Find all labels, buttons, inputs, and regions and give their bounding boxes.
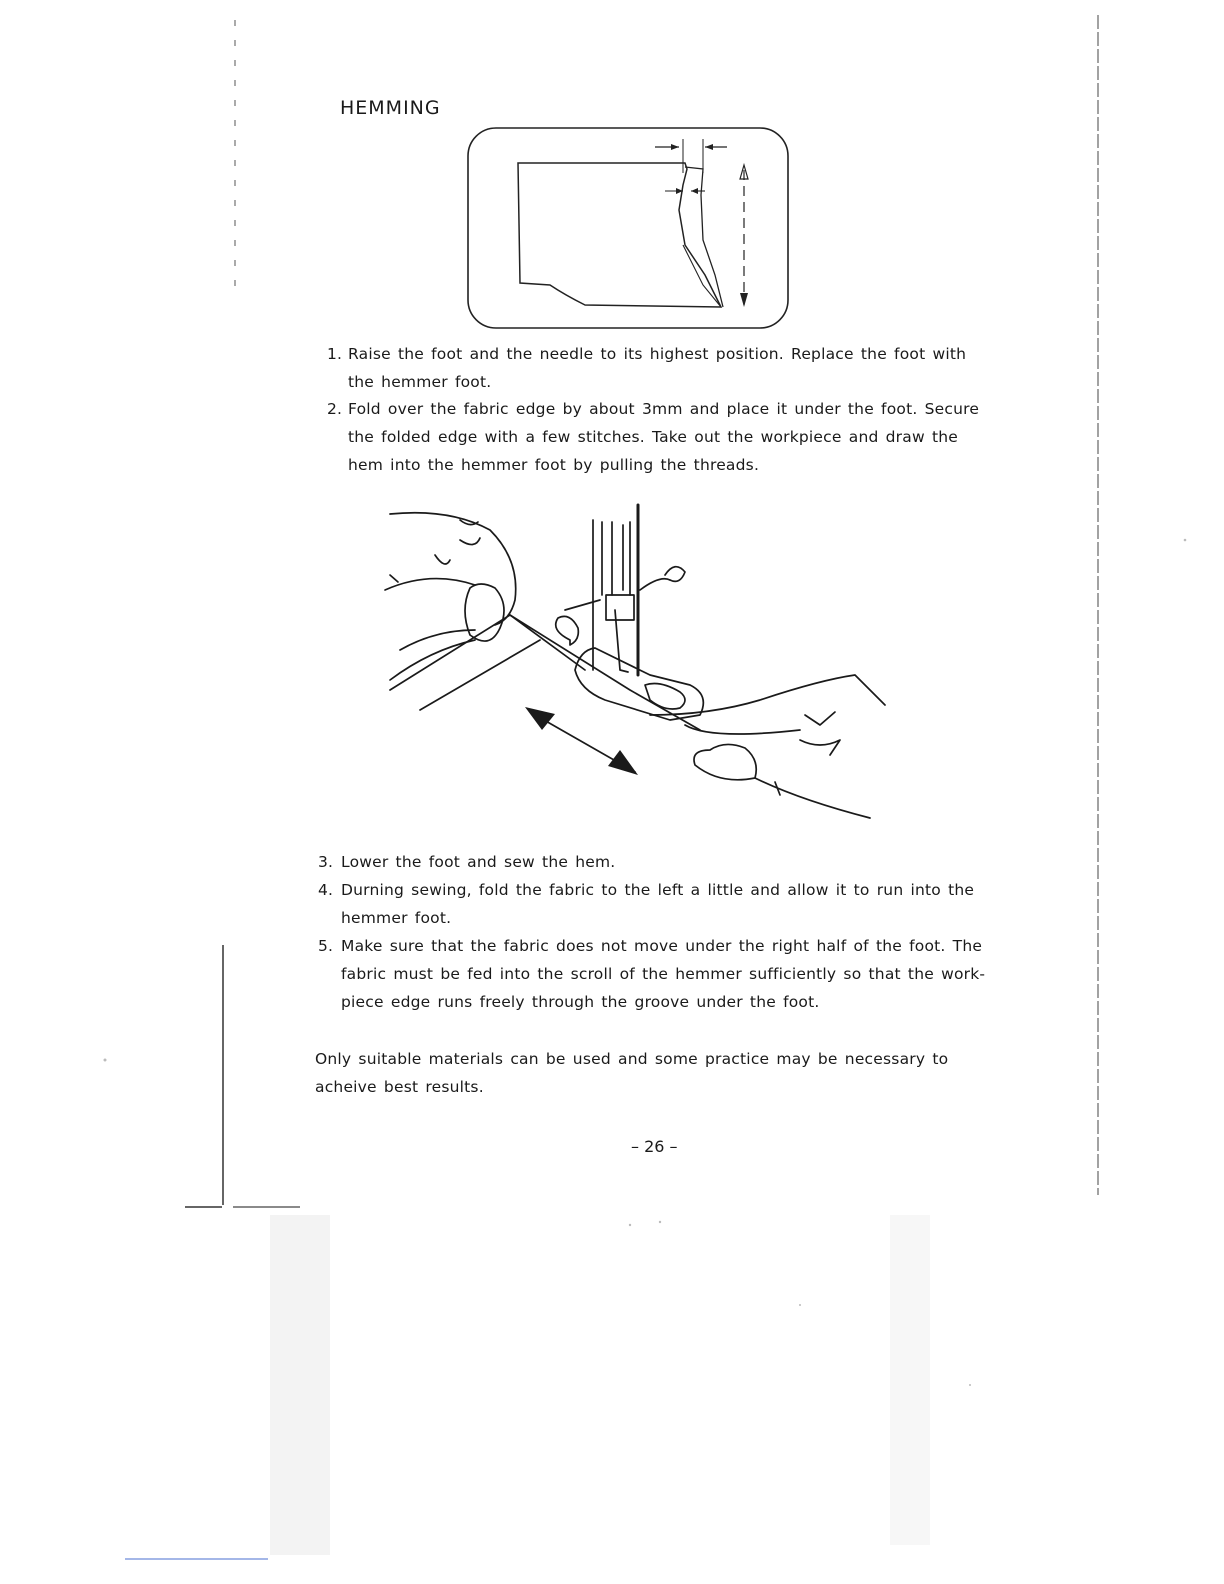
step-2-text: Fold over the fabric edge by about 3mm and place it under the foot. Secure the folded edge with a few stitches. Take out the workpiece and draw the hem into the hemmer foot by pulling the threads. [348,400,980,474]
step-3-number: 3. [318,853,334,871]
step-4-text: Durning sewing, fold the fabric to the left a little and allow it to run into the hemmer foot. [341,881,975,927]
page-title: HEMMING [340,96,441,119]
step-1-number: 1. [327,345,343,363]
step-1-text: Raise the foot and the needle to its highest position. Replace the foot with the hemmer foot. [348,345,967,391]
step-5-text: Make sure that the fabric does not move under the right half of the foot. The fabric must be fed into the scroll of the hemmer sufficiently so that the work-piece edge runs freely through the groove under the foot. [341,937,986,1011]
step-5-number: 5. [318,937,334,955]
page-number: – 26 – [631,1137,678,1156]
closing-note: Only suitable materials can be used and some practice may be necessary to acheive best results. [315,1050,949,1096]
step-3-text: Lower the foot and sew the hem. [341,853,616,871]
step-2-number: 2. [327,400,343,418]
step-4-number: 4. [318,881,334,899]
